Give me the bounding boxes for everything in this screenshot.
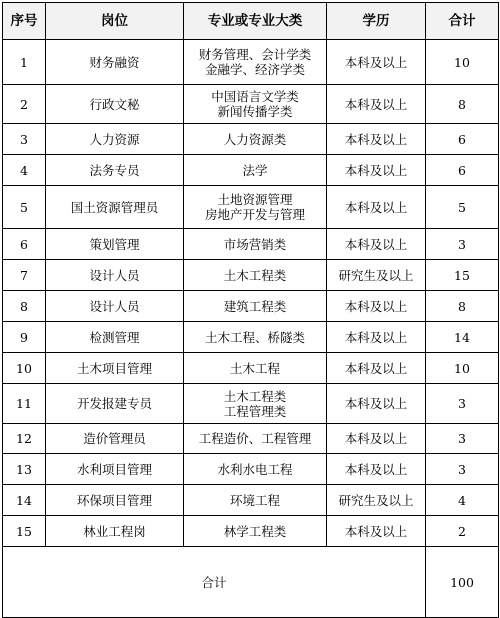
cell-major [184, 485, 327, 516]
cell-position: 策划管理 [46, 229, 184, 260]
major-line: 土木工程 [229, 360, 280, 376]
table-row [3, 155, 499, 186]
major-line: 工程管理类 [223, 403, 287, 419]
major-line: 市场营销类 [223, 236, 287, 252]
footer-row [3, 547, 499, 618]
cell-major [184, 85, 327, 124]
cell-position: 设计人员 [46, 291, 184, 322]
cell-total: 14 [426, 322, 499, 353]
table-row [3, 260, 499, 291]
header-total: 合计 [426, 3, 499, 40]
header-position: 岗位 [46, 3, 184, 40]
major-line: 中国语言文学类 [211, 89, 299, 104]
cell-position: 人力资源 [46, 124, 184, 155]
cell-total: 15 [426, 260, 499, 291]
recruitment-table [2, 2, 499, 618]
cell-education: 本科及以上 [327, 40, 426, 85]
table-row [3, 454, 499, 485]
table-row [3, 485, 499, 516]
table-row [3, 229, 499, 260]
major-line: 房地产开发与管理 [204, 207, 305, 222]
table-row [3, 424, 499, 454]
cell-total: 4 [426, 485, 499, 516]
cell-major [184, 516, 327, 547]
cell-seq: 15 [3, 516, 46, 547]
cell-seq: 12 [3, 424, 46, 454]
cell-seq: 13 [3, 454, 46, 485]
cell-education: 本科及以上 [327, 384, 426, 424]
header-major: 专业或专业大类 [184, 3, 327, 40]
cell-major [184, 384, 327, 424]
major-line: 土木工程类 [223, 267, 287, 283]
major-line: 水利水电工程 [217, 461, 293, 477]
cell-total: 3 [426, 454, 499, 485]
cell-major [184, 353, 327, 384]
cell-seq: 9 [3, 322, 46, 353]
cell-major [184, 424, 327, 454]
cell-position: 法务专员 [46, 155, 184, 186]
cell-total: 3 [426, 384, 499, 424]
cell-total: 6 [426, 155, 499, 186]
cell-seq: 14 [3, 485, 46, 516]
major-line: 法学 [242, 162, 268, 178]
cell-total: 10 [426, 353, 499, 384]
header-seq: 序号 [3, 3, 46, 40]
major-line: 金融学、经济学类 [204, 62, 305, 77]
table-body [3, 40, 499, 547]
cell-position: 国土资源管理员 [46, 186, 184, 229]
cell-major [184, 291, 327, 322]
cell-position: 行政文秘 [46, 85, 184, 124]
cell-major [184, 229, 327, 260]
cell-position: 检测管理 [46, 322, 184, 353]
major-line: 土木工程类 [223, 388, 287, 404]
table-row [3, 85, 499, 124]
table-row [3, 291, 499, 322]
cell-major [184, 322, 327, 353]
cell-education: 研究生及以上 [327, 485, 426, 516]
table-row [3, 516, 499, 547]
cell-education: 本科及以上 [327, 229, 426, 260]
cell-position: 水利项目管理 [46, 454, 184, 485]
cell-education: 本科及以上 [327, 424, 426, 454]
major-line: 新闻传播学类 [217, 104, 293, 119]
cell-major [184, 40, 327, 85]
cell-total: 3 [426, 424, 499, 454]
major-line: 工程造价、工程管理 [198, 431, 312, 446]
cell-position: 环保项目管理 [46, 485, 184, 516]
cell-education: 本科及以上 [327, 291, 426, 322]
cell-position: 财务融资 [46, 40, 184, 85]
cell-major [184, 454, 327, 485]
cell-education: 本科及以上 [327, 186, 426, 229]
cell-seq: 1 [3, 40, 46, 85]
cell-position: 开发报建专员 [46, 384, 184, 424]
cell-total: 5 [426, 186, 499, 229]
cell-position: 林业工程岗 [46, 516, 184, 547]
cell-education: 本科及以上 [327, 353, 426, 384]
cell-seq: 4 [3, 155, 46, 186]
header-row [3, 3, 499, 40]
cell-education: 研究生及以上 [327, 260, 426, 291]
cell-seq: 3 [3, 124, 46, 155]
cell-education: 本科及以上 [327, 85, 426, 124]
major-line: 人力资源类 [223, 131, 287, 147]
cell-major [184, 124, 327, 155]
major-line: 环境工程 [229, 492, 280, 508]
cell-major [184, 260, 327, 291]
cell-seq: 2 [3, 85, 46, 124]
major-line: 林学工程类 [223, 523, 287, 539]
cell-seq: 8 [3, 291, 46, 322]
cell-education: 本科及以上 [327, 124, 426, 155]
cell-total: 2 [426, 516, 499, 547]
cell-seq: 10 [3, 353, 46, 384]
cell-seq: 7 [3, 260, 46, 291]
cell-position: 造价管理员 [46, 424, 184, 454]
major-line: 建筑工程类 [223, 298, 287, 314]
cell-total: 3 [426, 229, 499, 260]
table-row [3, 322, 499, 353]
cell-education: 本科及以上 [327, 322, 426, 353]
header-education: 学历 [327, 3, 426, 40]
cell-seq: 6 [3, 229, 46, 260]
footer-total: 100 [426, 547, 499, 618]
table-row [3, 124, 499, 155]
table-row [3, 40, 499, 85]
cell-total: 10 [426, 40, 499, 85]
cell-position: 设计人员 [46, 260, 184, 291]
cell-total: 6 [426, 124, 499, 155]
cell-education: 本科及以上 [327, 454, 426, 485]
major-line: 财务管理、会计学类 [198, 47, 312, 62]
major-line: 土木工程、桥隧类 [204, 329, 305, 345]
cell-major [184, 155, 327, 186]
cell-education: 本科及以上 [327, 516, 426, 547]
cell-seq: 11 [3, 384, 46, 424]
cell-position: 土木项目管理 [46, 353, 184, 384]
table-row [3, 186, 499, 229]
table-row [3, 353, 499, 384]
cell-seq: 5 [3, 186, 46, 229]
cell-education: 本科及以上 [327, 155, 426, 186]
cell-major [184, 186, 327, 229]
major-line: 土地资源管理 [217, 192, 293, 207]
cell-total: 8 [426, 291, 499, 322]
cell-total: 8 [426, 85, 499, 124]
table-row [3, 384, 499, 424]
footer-label: 合计 [3, 547, 426, 618]
